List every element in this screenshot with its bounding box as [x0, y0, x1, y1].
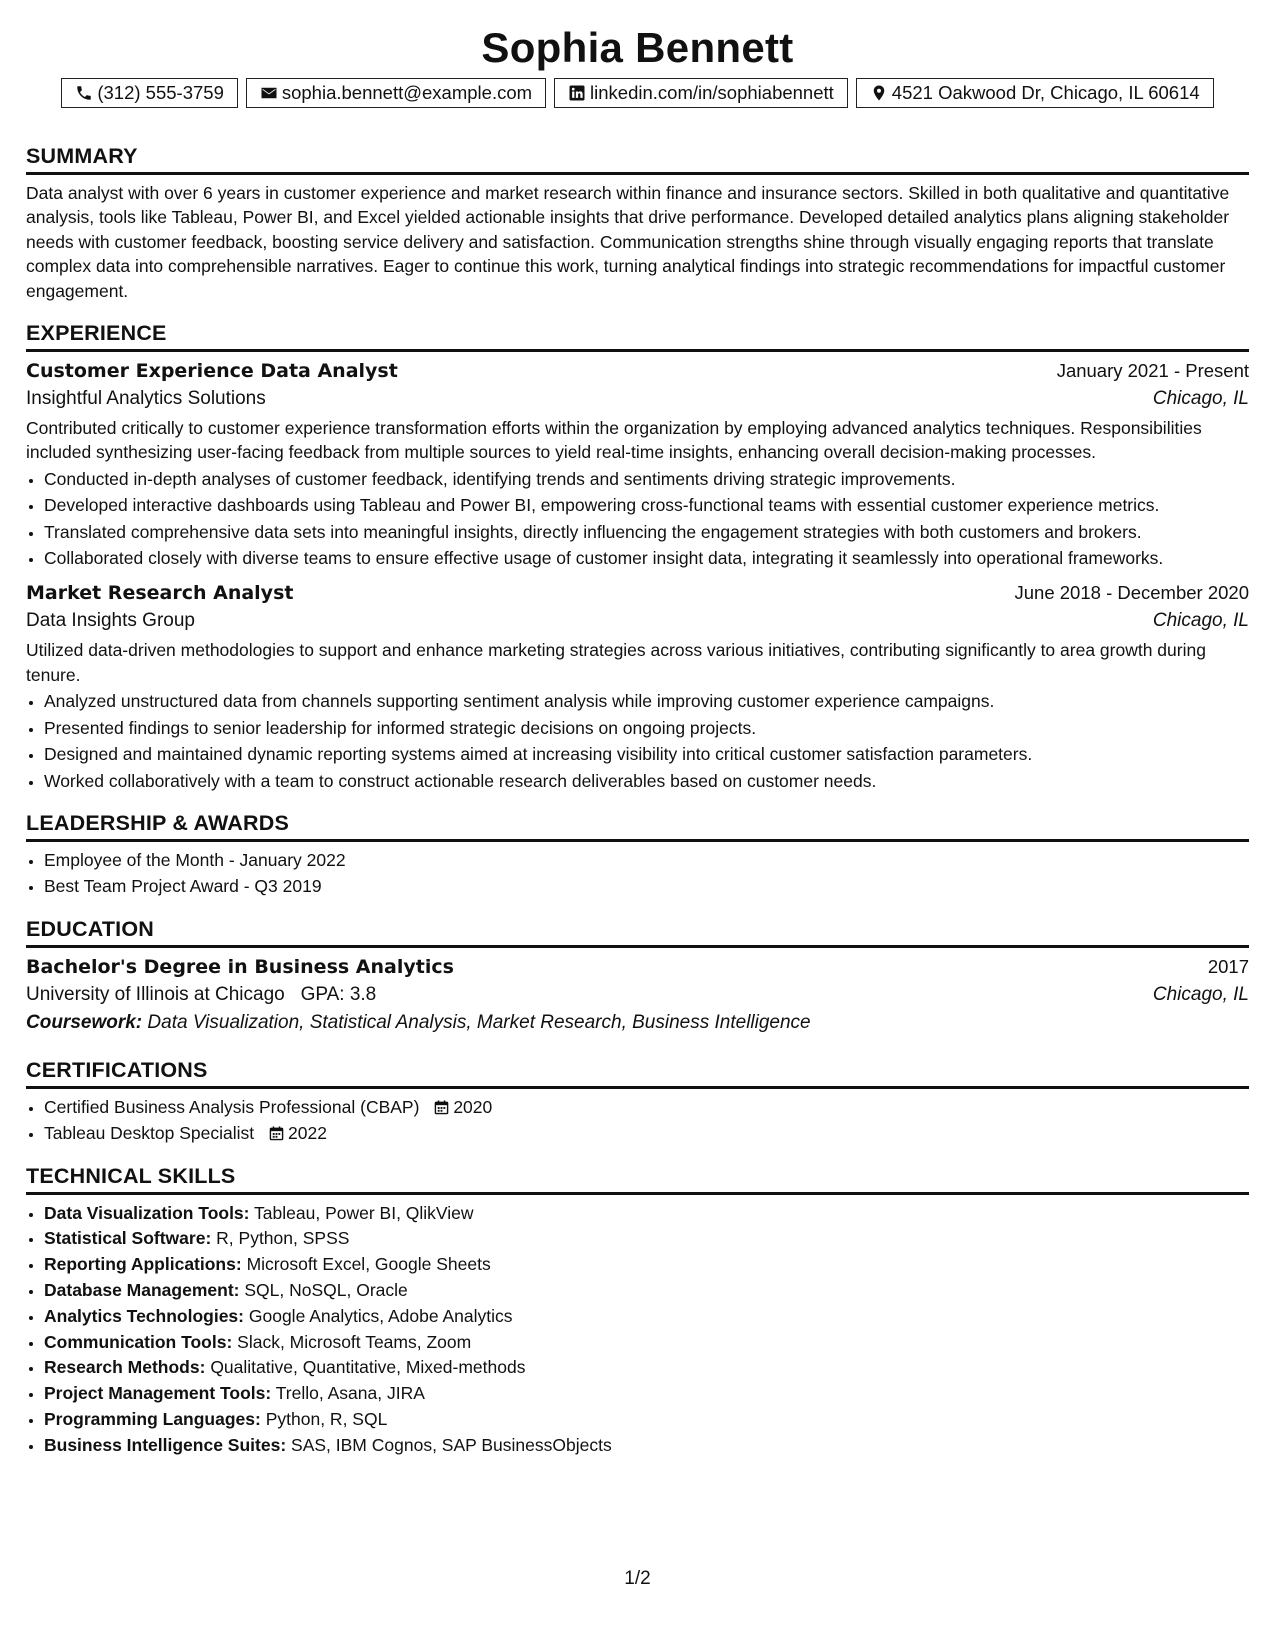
degree: Bachelor's Degree in Business Analytics — [26, 955, 454, 978]
certification-year: 2022 — [288, 1123, 327, 1144]
skill-item — [44, 1355, 1249, 1381]
certification-year: 2020 — [453, 1096, 493, 1117]
section-title-skills: TECHNICAL SKILLS — [26, 1164, 1249, 1195]
section-title-experience: EXPERIENCE — [26, 321, 1249, 352]
job-company: Data Insights Group — [26, 610, 195, 632]
certification-name: Tableau Desktop Specialist — [44, 1123, 255, 1144]
skill-values: SQL, NoSQL, Oracle — [244, 1279, 408, 1300]
certifications-list — [26, 1095, 1249, 1146]
skill-item — [44, 1330, 1249, 1356]
linkedin-icon — [568, 84, 586, 102]
skill-values: Slack, Microsoft Teams, Zoom — [237, 1331, 472, 1352]
skill-category: Research Methods: — [44, 1357, 206, 1378]
education-entry — [26, 956, 1249, 1034]
skill-item — [44, 1381, 1249, 1407]
skill-values: Trello, Asana, JIRA — [275, 1383, 425, 1404]
education-location: Chicago, IL — [1152, 983, 1249, 1005]
skill-category: Reporting Applications: — [44, 1254, 242, 1275]
envelope-icon — [260, 84, 278, 102]
job-bullet: • Translated comprehensive data sets into meaningful insights, directly influencing the engagement strategies with both customers and brokers. — [44, 520, 1249, 544]
job-bullets — [26, 467, 1249, 571]
job-bullet: • Analyzed unstructured data from channels supporting sentiment analysis while improving customer experience campaigns. — [44, 689, 1249, 713]
map-marker-icon — [870, 84, 888, 102]
graduation-year: 2017 — [1207, 955, 1249, 977]
skill-category: Analytics Technologies: — [44, 1305, 244, 1326]
contact-bar — [26, 78, 1249, 108]
school-name: University of Illinois at Chicago — [26, 983, 285, 1005]
job-bullets — [26, 689, 1249, 793]
contact-linkedin-text: linkedin.com/in/sophiabennett — [590, 82, 834, 103]
skill-item — [44, 1407, 1249, 1433]
award-item: • Employee of the Month - January 2022 — [44, 848, 1249, 872]
gpa: GPA: 3.8 — [300, 983, 377, 1005]
coursework-list: Data Visualization, Statistical Analysis, Market Research, Business Intelligence — [147, 1011, 811, 1033]
contact-email[interactable] — [246, 78, 546, 108]
job-date: January 2021 - Present — [1056, 360, 1249, 382]
skill-values: Qualitative, Quantitative, Mixed-methods — [210, 1357, 526, 1378]
summary-text: Data analyst with over 6 years in customer experience and market research within finance and insurance sectors. Skilled in both qualitative and quantitative analysis, tools like Tableau, Power BI, and Excel yielded actionable insights that drive performance. Developed detailed analytics plans aligning stakeholder needs with customer feedback, boosting service delivery and satisfaction. Communication strengths shine through visually engaging reports that translate complex data into comprehensible narratives. Eager to continue this work, turning analytical findings into strategic recommendations for impactful customer engagement. — [26, 183, 1230, 301]
coursework-label: Coursework: — [26, 1011, 143, 1033]
job-title: Customer Experience Data Analyst — [26, 360, 398, 383]
calendar-icon — [434, 1100, 449, 1115]
skill-category: Programming Languages: — [44, 1408, 261, 1429]
resume-page — [26, 0, 1249, 1459]
awards-list — [26, 848, 1249, 899]
job-description: Contributed critically to customer experience transformation efforts within the organization by employing advanced analytics techniques. Responsibilities included synthesizing user-facing feedback from multiple sources to yield real-time insights, enhancing overall decision-making processes. — [26, 418, 1202, 463]
certification-item — [44, 1095, 1249, 1119]
job-entry — [26, 360, 1249, 570]
award-item: • Best Team Project Award - Q3 2019 — [44, 874, 1249, 898]
job-location: Chicago, IL — [1152, 388, 1249, 410]
skill-category: Project Management Tools: — [44, 1383, 272, 1404]
skill-values: Tableau, Power BI, QlikView — [254, 1202, 474, 1223]
page-number: 1/2 — [624, 1568, 651, 1589]
job-date: June 2018 - December 2020 — [1014, 582, 1249, 604]
candidate-name: Sophia Bennett — [481, 24, 794, 71]
skill-item — [44, 1201, 1249, 1227]
calendar-icon — [269, 1126, 284, 1141]
section-title-certifications: CERTIFICATIONS — [26, 1058, 1249, 1089]
phone-icon — [75, 84, 93, 102]
job-bullet: • Designed and maintained dynamic reporting systems aimed at increasing visibility into critical customer satisfaction parameters. — [44, 742, 1249, 766]
skill-item — [44, 1278, 1249, 1304]
contact-address-text: 4521 Oakwood Dr, Chicago, IL 60614 — [891, 82, 1200, 103]
job-company: Insightful Analytics Solutions — [26, 388, 266, 410]
skill-item — [44, 1226, 1249, 1252]
skill-category: Data Visualization Tools: — [44, 1202, 250, 1223]
contact-linkedin[interactable] — [554, 78, 848, 108]
section-title-awards: LEADERSHIP & AWARDS — [26, 811, 1249, 842]
skill-category: Statistical Software: — [44, 1228, 212, 1249]
coursework — [26, 1012, 1249, 1034]
certification-item — [44, 1121, 1249, 1145]
section-title-education: EDUCATION — [26, 917, 1249, 948]
job-description: Utilized data-driven methodologies to support and enhance marketing strategies across various initiatives, contributing significantly to area growth during tenure. — [26, 640, 1206, 685]
job-bullet: • Developed interactive dashboards using Tableau and Power BI, empowering cross-functional teams with essential customer experience metrics. — [44, 493, 1249, 517]
skill-category: Communication Tools: — [44, 1331, 233, 1352]
contact-email-text: sophia.bennett@example.com — [281, 82, 533, 103]
skill-category: Business Intelligence Suites: — [44, 1434, 287, 1455]
contact-phone[interactable] — [61, 78, 238, 108]
skill-item — [44, 1304, 1249, 1330]
section-title-summary: SUMMARY — [26, 144, 1249, 175]
job-bullet: • Presented findings to senior leadership for informed strategic decisions on ongoing projects. — [44, 716, 1249, 740]
job-bullet: • Conducted in-depth analyses of customer feedback, identifying trends and sentiments driving strategic improvements. — [44, 467, 1249, 491]
job-location: Chicago, IL — [1152, 610, 1249, 632]
skill-values: SAS, IBM Cognos, SAP BusinessObjects — [291, 1434, 612, 1455]
contact-address[interactable] — [856, 78, 1214, 108]
skills-list — [26, 1201, 1249, 1459]
skill-values: R, Python, SPSS — [216, 1228, 350, 1249]
skill-values: Microsoft Excel, Google Sheets — [246, 1254, 491, 1275]
skill-category: Database Management: — [44, 1279, 240, 1300]
skill-values: Google Analytics, Adobe Analytics — [248, 1305, 513, 1326]
certification-name: Certified Business Analysis Professional (CBAP) — [44, 1096, 420, 1117]
job-bullet: • Worked collaboratively with a team to construct actionable research deliverables based on customer needs. — [44, 769, 1249, 793]
job-title: Market Research Analyst — [26, 582, 294, 605]
job-bullet: • Collaborated closely with diverse teams to ensure effective usage of customer insight data, integrating it seamlessly into operational frameworks. — [44, 546, 1249, 570]
skill-item — [44, 1433, 1249, 1459]
skill-values: Python, R, SQL — [265, 1408, 388, 1429]
job-entry — [26, 582, 1249, 792]
skill-item — [44, 1252, 1249, 1278]
contact-phone-text: (312) 555-3759 — [97, 82, 224, 103]
